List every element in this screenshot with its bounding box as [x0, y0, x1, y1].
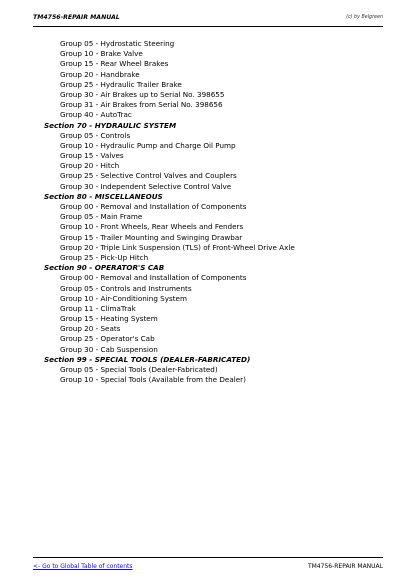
toc-group-link[interactable]: Group 05 - Special Tools (Dealer-Fabricated) [60, 365, 218, 374]
toc-group-link[interactable]: Group 00 - Removal and Installation of Components [60, 202, 247, 211]
toc-group-link[interactable]: Group 31 - Air Brakes from Serial No. 398656 [60, 100, 223, 110]
footer-manual-title: TM4756-REPAIR MANUAL [307, 563, 383, 570]
page-footer [33, 557, 383, 572]
toc-group-link[interactable]: Group 10 - Hydraulic Pump and Charge Oil Pump [60, 140, 236, 150]
toc-group-link[interactable]: Group 20 - Handbrake [60, 69, 140, 79]
toc-group-link[interactable]: Group 40 - AutoTrac [60, 110, 132, 120]
toc-group-link[interactable]: Group 05 - Main Frame [60, 212, 143, 222]
toc-group-link[interactable]: Group 20 - Seats [60, 324, 121, 334]
toc-group-link[interactable]: Group 15 - Valves [60, 151, 124, 161]
toc-group-link[interactable]: Group 11 - ClimaTrak [60, 303, 136, 313]
toc-group-link[interactable]: Group 30 - Air Brakes up to Serial No. 398655 [60, 89, 225, 99]
toc-section-heading: Section 99 - SPECIAL TOOLS (DEALER-FABRICATED) [44, 354, 251, 364]
toc-group-link[interactable]: Group 25 - Pick-Up Hitch [60, 252, 149, 262]
toc-group-link[interactable]: Group 30 - Cab Suspension [60, 344, 158, 354]
toc-group-link[interactable]: Group 05 - Controls [60, 130, 131, 140]
toc-group-link[interactable]: Group 15 - Heating System [60, 314, 158, 324]
toc-group-link[interactable]: Group 20 - Hitch [60, 161, 120, 171]
toc-group-link[interactable]: Group 25 - Hydraulic Trailer Brake [60, 79, 182, 89]
toc-section-heading: Section 70 - HYDRAULIC SYSTEM [44, 120, 177, 130]
toc-group-link[interactable]: Group 15 - Trailer Mounting and Swinging Drawbar [60, 232, 243, 242]
toc-group-link[interactable]: Group 25 - Operator's Cab [60, 334, 155, 344]
toc-group-link[interactable]: Group 05 - Hydrostatic Steering [60, 39, 175, 48]
toc-group-link[interactable]: Group 30 - Independent Selective Control Valve [60, 181, 232, 191]
toc-group-link[interactable]: Group 10 - Brake Valve [60, 49, 143, 59]
toc-section-heading: Section 90 - OPERATOR'S CAB [44, 263, 165, 273]
toc-section-heading: Section 80 - MISCELLANEOUS [44, 191, 163, 201]
table-of-contents [44, 39, 384, 385]
toc-group-link[interactable]: Group 10 - Front Wheels, Rear Wheels and Fenders [60, 222, 244, 232]
page-header [33, 14, 383, 27]
toc-group-link[interactable]: Group 05 - Controls and Instruments [60, 283, 192, 293]
toc-group-link[interactable]: Group 10 - Special Tools (Available from the Dealer) [60, 375, 246, 385]
toc-group-link[interactable]: Group 15 - Rear Wheel Brakes [60, 59, 169, 69]
manual-title: TM4756-REPAIR MANUAL [33, 14, 120, 21]
credit-text: (c) by Belgreen [346, 15, 383, 20]
global-toc-link[interactable]: <- Go to Global Table of contents [33, 563, 133, 570]
toc-group-link[interactable]: Group 00 - Removal and Installation of Components [60, 273, 247, 283]
toc-group-link[interactable]: Group 25 - Selective Control Valves and Couplers [60, 171, 237, 181]
toc-group-link[interactable]: Group 20 - Triple Link Suspension (TLS) of Front-Wheel Drive Axle [60, 242, 295, 252]
toc-group-link[interactable]: Group 10 - Air-Conditioning System [60, 293, 187, 303]
